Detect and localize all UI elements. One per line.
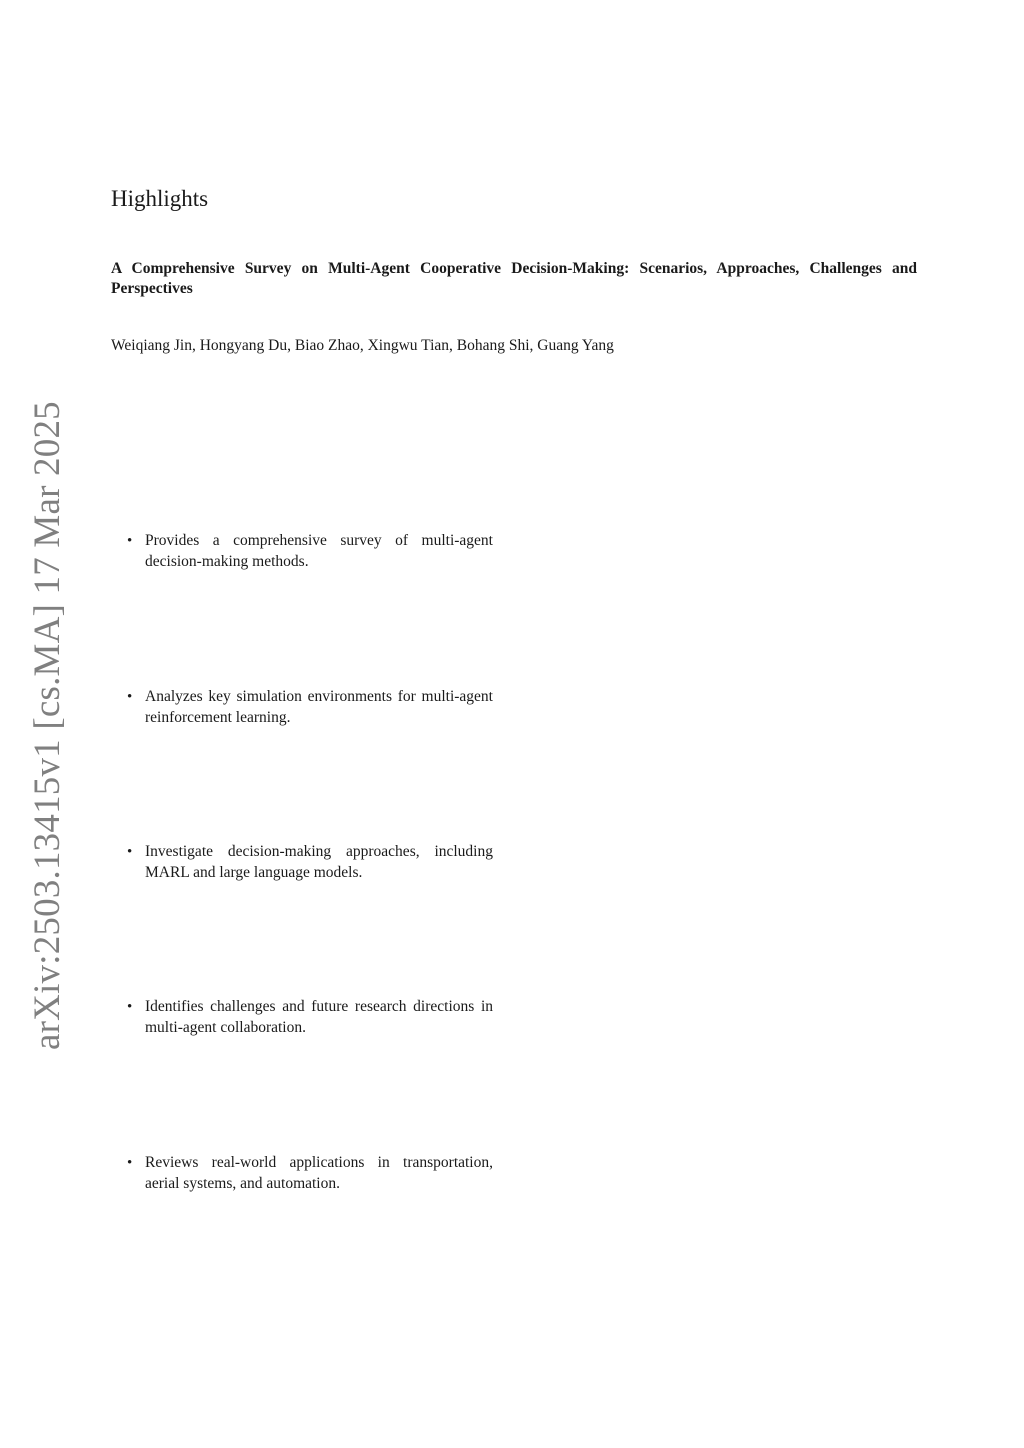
- highlight-text: Analyzes key simulation environments for multi-agent reinforcement learning.: [145, 688, 493, 726]
- highlight-text: Identifies challenges and future research directions in multi-agent collaboration.: [145, 998, 493, 1036]
- bullet-icon: •: [127, 689, 133, 705]
- bullet-icon: •: [127, 999, 133, 1015]
- bullet-icon: •: [127, 533, 133, 549]
- bullet-icon: •: [127, 844, 133, 860]
- highlights-heading: Highlights: [111, 186, 209, 211]
- highlight-item: [127, 1153, 493, 1194]
- highlight-item: [127, 997, 493, 1038]
- highlight-item: [127, 842, 493, 883]
- paper-title: A Comprehensive Survey on Multi-Agent Cooperative Decision-Making: Scenarios, Approaches, Challenges and Perspectives: [111, 260, 917, 297]
- author-list: Weiqiang Jin, Hongyang Du, Biao Zhao, Xingwu Tian, Bohang Shi, Guang Yang: [111, 337, 614, 354]
- highlight-text: Reviews real-world applications in transportation, aerial systems, and automation.: [145, 1154, 493, 1192]
- bullet-icon: •: [127, 1155, 133, 1171]
- highlight-text: Provides a comprehensive survey of multi-agent decision-making methods.: [145, 532, 493, 570]
- arxiv-identifier-stamp: arXiv:2503.13415v1 [cs.MA] 17 Mar 2025: [27, 401, 68, 1050]
- highlight-text: Investigate decision-making approaches, including MARL and large language models.: [145, 843, 493, 881]
- highlight-item: [127, 687, 493, 728]
- highlight-item: [127, 531, 493, 572]
